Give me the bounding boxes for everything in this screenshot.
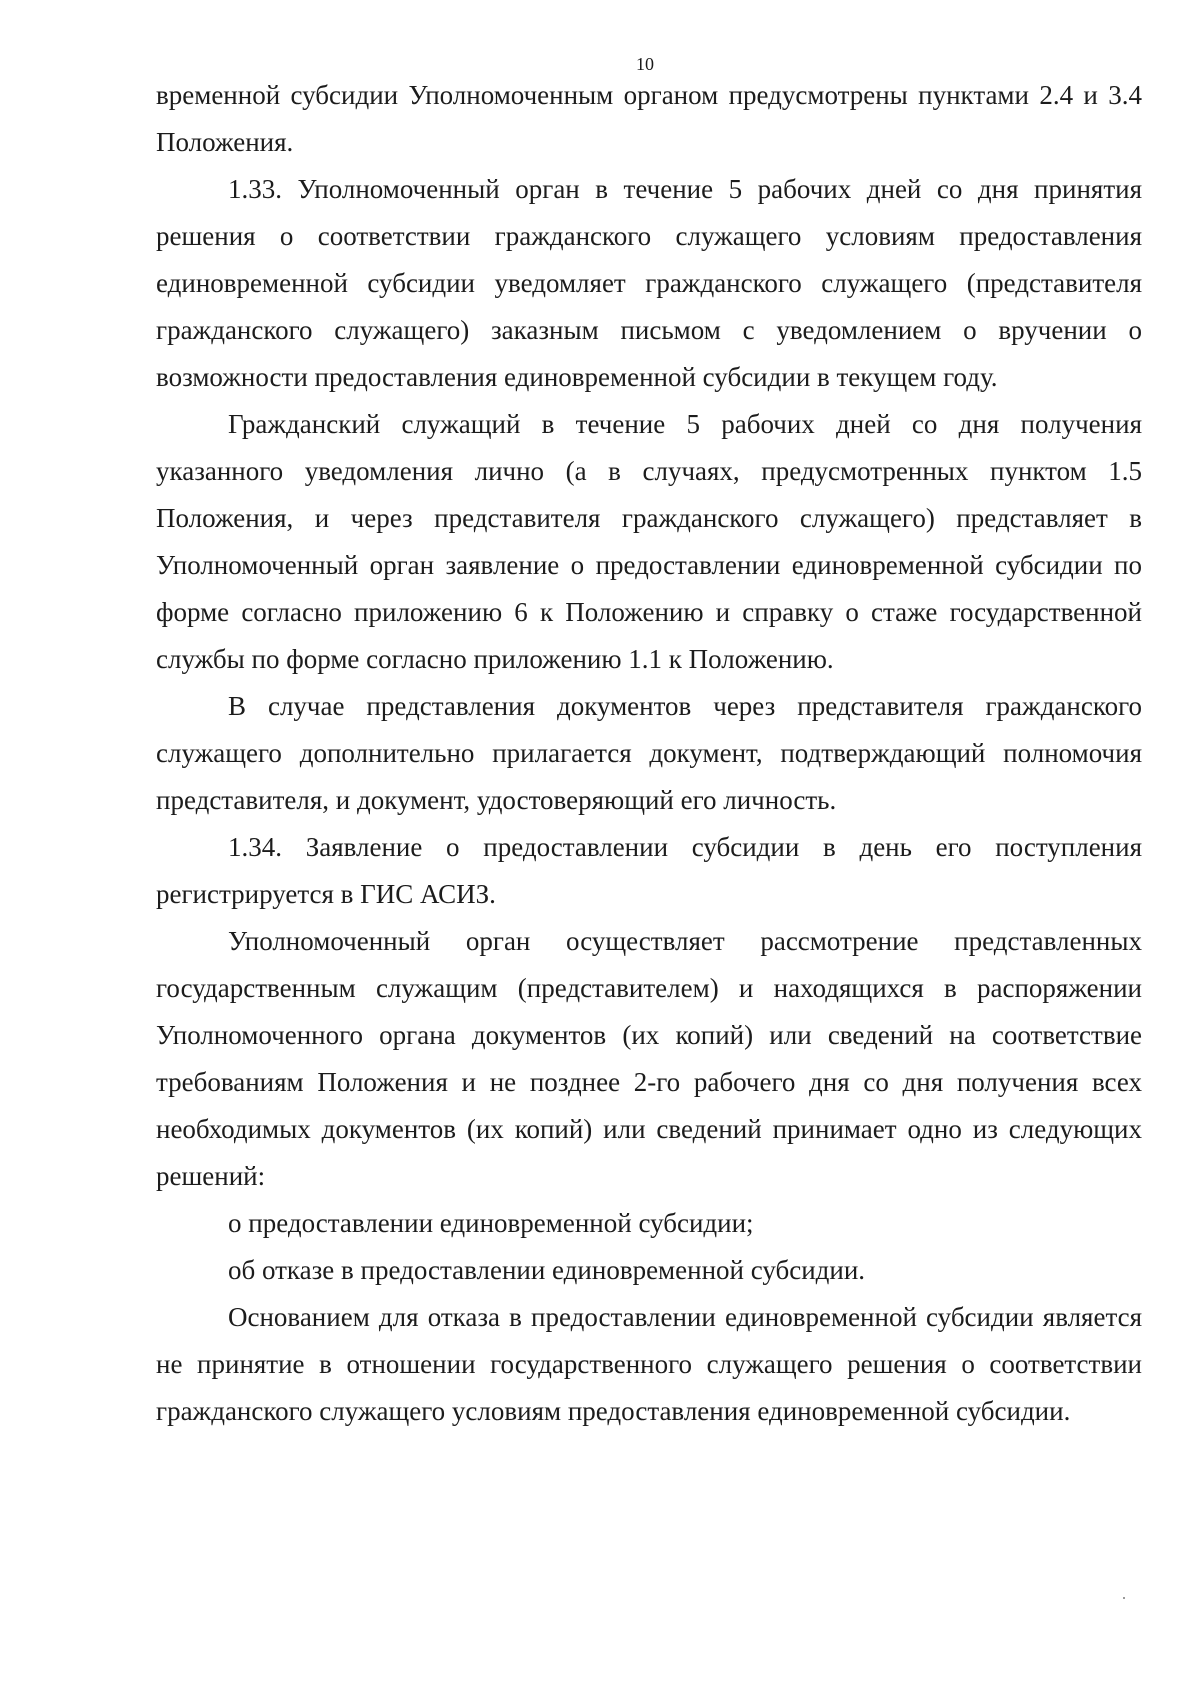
list-item-grant: о предоставлении единовременной субсидии;	[228, 1208, 754, 1238]
paragraph-applicant-submission: Гражданский служащий в течение 5 рабочих дней со дня получения указанного уведомления лично (а в случаях, предусмотренных пунктом 1.5 Положения, и через представителя гражданского служащего) представляет в Уполномоченный орган заявление о предоставлении единовременной субсидии по форме согласно приложению 6 к Положению и справку о стаже государственной службы по форме согласно приложению 1.1 к Положению.	[156, 409, 1142, 674]
paragraph-representative-documents: В случае представления документов через представителя гражданского служащего дополнительно прилагается документ, подтверждающий полномочия представителя, и документ, удостоверяющий его личность.	[156, 691, 1142, 815]
list-item-refusal: об отказе в предоставлении единовременной субсидии.	[228, 1255, 866, 1285]
document-body	[156, 72, 1142, 1435]
paragraph-1-34: 1.34. Заявление о предоставлении субсидии в день его поступления регистрируется в ГИС АСИЗ.	[156, 832, 1142, 909]
paragraph-1-33: 1.33. Уполномоченный орган в течение 5 рабочих дней со дня принятия решения о соответствии гражданского служащего условиям предоставления единовременной субсидии уведомляет гражданского служащего (представителя гражданского служащего) заказным письмом с уведомлением о вручении о возможности предоставления единовременной субсидии в текущем году.	[156, 174, 1142, 392]
page-number: 10	[636, 54, 654, 74]
paragraph-review-decision: Уполномоченный орган осуществляет рассмотрение представленных государственным служащим (представителем) и находящихся в распоряжении Уполномоченного органа документов (их копий) или сведений на соответствие требованиям Положения и не позднее 2-го рабочего дня со дня получения всех необходимых документов (их копий) или сведений принимает одно из следующих решений:	[156, 926, 1142, 1191]
scan-speck	[1123, 1597, 1125, 1599]
paragraph-refusal-grounds: Основанием для отказа в предоставлении единовременной субсидии является не принятие в отношении государственного служащего решения о соответствии гражданского служащего условиям предоставления единовременной субсидии.	[156, 1302, 1142, 1426]
paragraph-continuation: временной субсидии Уполномоченным органом предусмотрены пунктами 2.4 и 3.4 Положения.	[156, 80, 1142, 157]
